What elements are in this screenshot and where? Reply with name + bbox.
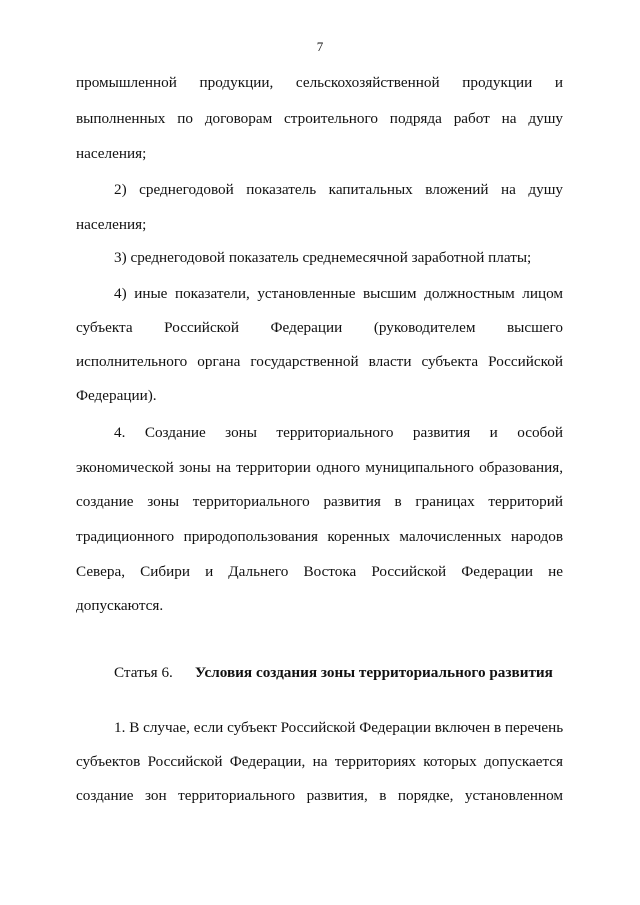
text-line: 4) иные показатели, установленные высшим должностным лицом (114, 285, 563, 302)
text-line: субъекта Российской Федерации (руководителем высшего (76, 319, 563, 336)
article-heading (114, 663, 563, 683)
text-line: выполненных по договорам строительного подряда работ на душу (76, 110, 563, 127)
article-title: Условия создания зоны территориального развития (195, 664, 553, 681)
text-line: промышленной продукции, сельскохозяйственной продукции и (76, 74, 563, 91)
text-line: Федерации). (76, 387, 157, 404)
text-line: допускаются. (76, 597, 164, 614)
page-number: 7 (316, 39, 324, 54)
text-line: исполнительного органа государственной власти субъекта Российской (76, 353, 563, 370)
text-line: населения; (76, 216, 147, 233)
text-line: экономической зоны на территории одного муниципального образования, (76, 459, 563, 476)
text-line: 4. Создание зоны территориального развития и особой (114, 424, 563, 441)
text-line: Севера, Сибири и Дальнего Востока Российской Федерации не (76, 563, 563, 580)
text-line: создание зоны территориального развития в границах территорий (76, 493, 563, 510)
text-line: 3) среднегодовой показатель среднемесячной заработной платы; (114, 249, 532, 266)
text-line: населения; (76, 145, 147, 162)
article-number: Статья 6. (114, 664, 173, 681)
text-line: субъектов Российской Федерации, на территориях которых допускается (76, 753, 563, 770)
text-line: традиционного природопользования коренных малочисленных народов (76, 528, 563, 545)
text-line: создание зон территориального развития, в порядке, установленном (76, 787, 563, 804)
text-line: 2) среднегодовой показатель капитальных вложений на душу (114, 181, 563, 198)
text-line: 1. В случае, если субъект Российской Федерации включен в перечень (114, 719, 564, 736)
